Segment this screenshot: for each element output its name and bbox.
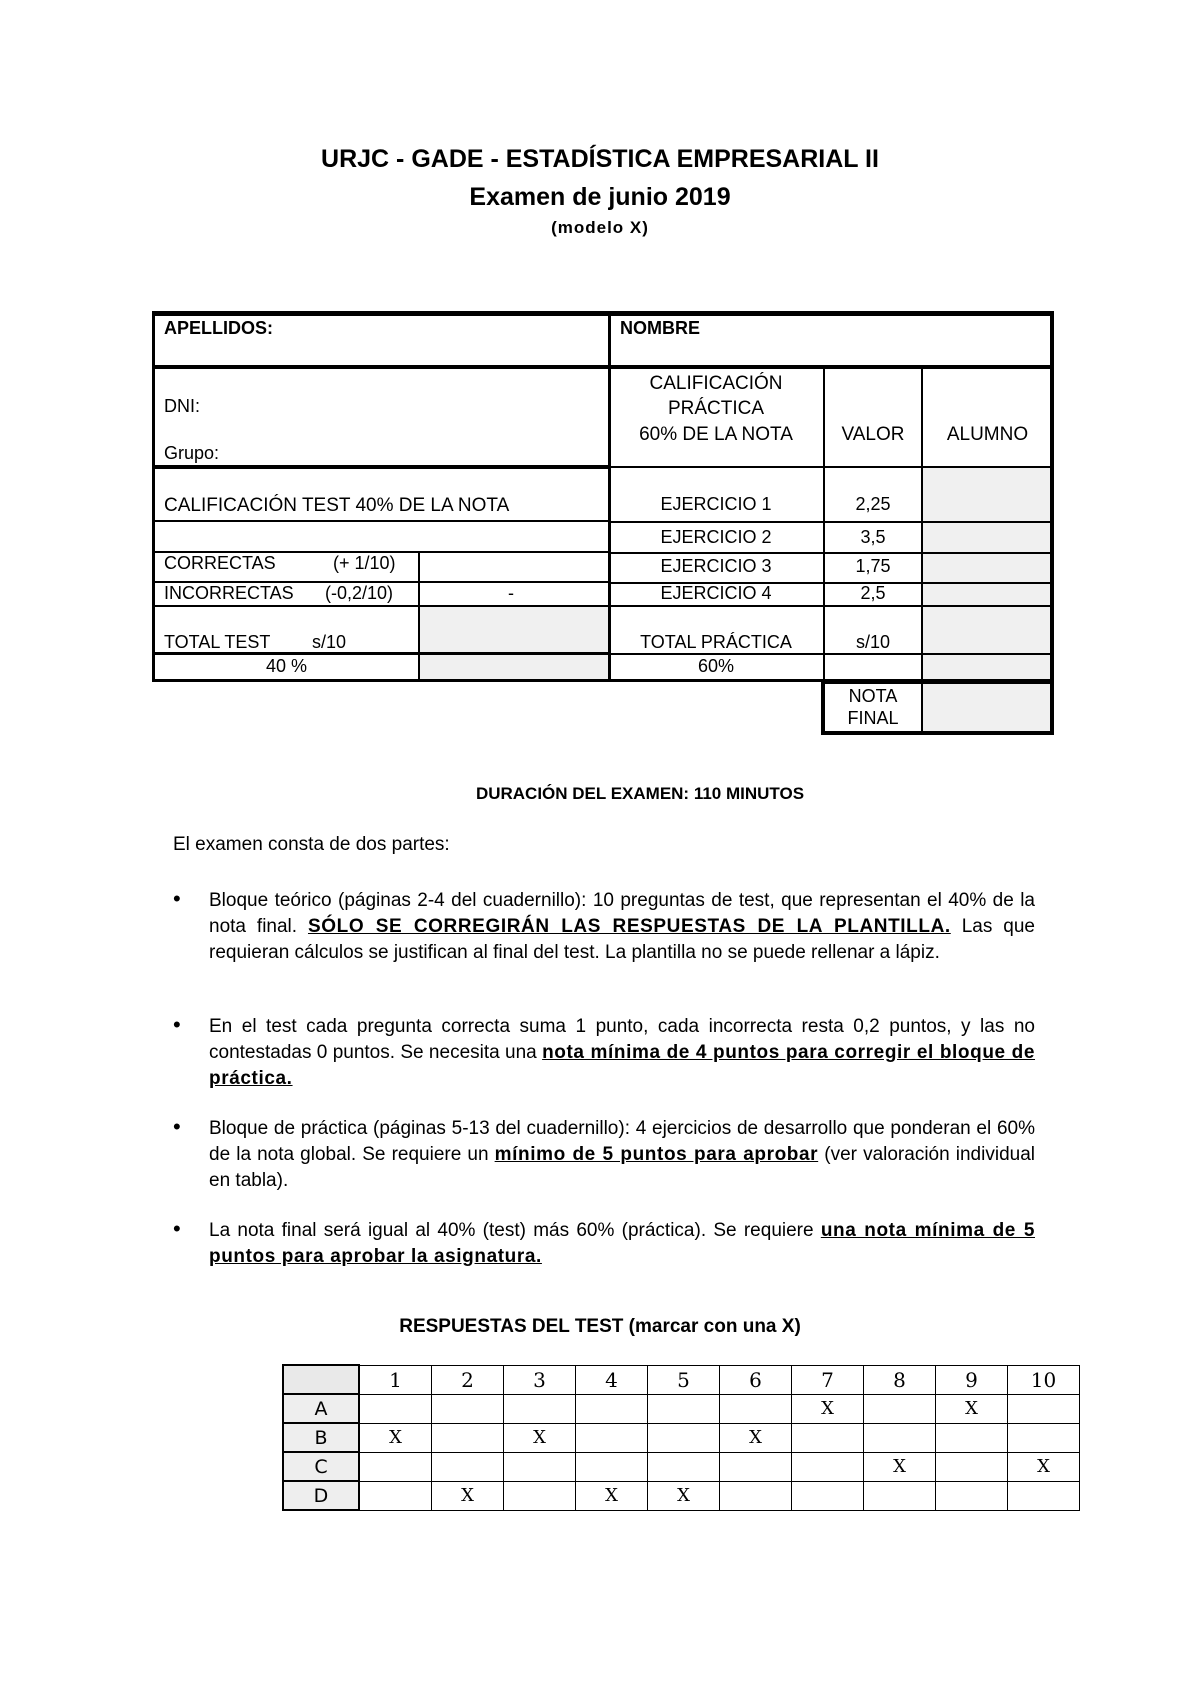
answer-row-a — [283, 1394, 1080, 1423]
answer-cell[interactable] — [504, 1394, 576, 1423]
answer-cell[interactable] — [576, 1394, 648, 1423]
calif-practica-2: PRÁCTICA — [667, 398, 765, 419]
emphasis-nota-minima-4: nota mínima de 4 puntos para corregir el bloque de práctica. — [209, 1042, 1036, 1089]
exam-model: (modelo X) — [551, 218, 649, 237]
pct-test: 40 % — [265, 656, 308, 676]
ejercicio-3-label: EJERCICIO 3 — [660, 556, 772, 576]
answer-cell[interactable] — [936, 1452, 1008, 1481]
column-header: 9 — [936, 1365, 1008, 1394]
answer-row-d — [283, 1481, 1080, 1510]
calif-practica-3: 60% DE LA NOTA — [639, 424, 793, 445]
answer-cell[interactable] — [1008, 1394, 1080, 1423]
row-header: A — [283, 1394, 359, 1423]
bullet-paragraph-3: Bloque de práctica (páginas 5-13 del cuadernillo): 4 ejercicios de desarrollo que ponderan el 60% de la nota global. Se requiere un mínimo de 5 puntos para aprobar (ver valoración individual en tabla). — [209, 1118, 1035, 1191]
answer-cell[interactable] — [792, 1423, 864, 1452]
total-practica-scale: s/10 — [855, 632, 891, 652]
column-header: 6 — [720, 1365, 792, 1394]
answer-cell[interactable]: X — [576, 1481, 648, 1510]
answer-cell[interactable]: X — [504, 1423, 576, 1452]
row-header: D — [283, 1481, 359, 1510]
answer-cell[interactable] — [432, 1452, 504, 1481]
answer-cell[interactable] — [359, 1394, 432, 1423]
column-header: 5 — [648, 1365, 720, 1394]
column-header: 3 — [504, 1365, 576, 1394]
answer-cell[interactable] — [864, 1394, 936, 1423]
answer-cell[interactable]: X — [864, 1452, 936, 1481]
answer-cell[interactable] — [792, 1481, 864, 1510]
bullet-icon: • — [173, 886, 181, 911]
answer-cell[interactable] — [432, 1423, 504, 1452]
total-test-label: TOTAL TEST — [164, 632, 271, 652]
answer-cell[interactable] — [504, 1452, 576, 1481]
grid-corner — [283, 1365, 359, 1394]
column-header: 8 — [864, 1365, 936, 1394]
answer-cell[interactable]: X — [432, 1481, 504, 1510]
answer-cell[interactable] — [359, 1452, 432, 1481]
answer-cell[interactable] — [576, 1423, 648, 1452]
bullet-icon: • — [173, 1114, 181, 1139]
column-header: 4 — [576, 1365, 648, 1394]
answer-cell[interactable] — [864, 1423, 936, 1452]
emphasis-plantilla: SÓLO SE CORREGIRÁN LAS RESPUESTAS DE LA PLANTILLA. — [307, 916, 951, 937]
row-header: C — [283, 1452, 359, 1481]
ejercicio-2-valor: 3,5 — [860, 527, 886, 547]
column-header: 7 — [792, 1365, 864, 1394]
bullet-paragraph-2: En el test cada pregunta correcta suma 1 punto, cada incorrecta resta 0,2 puntos, y las no contestadas 0 puntos. Se necesita una nota mínima de 4 puntos para corregir el bloque de práctica. — [209, 1016, 1036, 1089]
ejercicio-4-label: EJERCICIO 4 — [660, 583, 772, 603]
column-header: 1 — [359, 1365, 432, 1394]
answer-cell[interactable] — [359, 1481, 432, 1510]
answer-cell[interactable]: X — [648, 1481, 720, 1510]
emphasis-aprobar-asignatura: una nota mínima de 5 puntos para aprobar la asignatura. — [209, 1220, 1035, 1267]
answer-cell[interactable] — [504, 1481, 576, 1510]
answers-title: RESPUESTAS DEL TEST (marcar con una X) — [399, 1316, 801, 1337]
answer-cell[interactable]: X — [720, 1423, 792, 1452]
answer-cell[interactable] — [720, 1452, 792, 1481]
exam-duration: DURACIÓN DEL EXAMEN: 110 MINUTOS — [475, 784, 805, 803]
row-header: B — [283, 1423, 359, 1452]
bullet-paragraph-1: Bloque teórico (páginas 2-4 del cuadernillo): 10 preguntas de test, que representan el 40% de la nota final. SÓLO SE CORREGIRÁN LAS RESPUESTAS DE LA PLANTILLA. Las que requieran cálculos se justifican al final del test. La plantilla no se puede rellenar a lápiz. — [209, 890, 1035, 963]
ejercicio-4-valor: 2,5 — [860, 583, 886, 603]
answer-cell[interactable] — [936, 1481, 1008, 1510]
nombre-label: NOMBRE — [620, 318, 700, 338]
emphasis-minimo-5: mínimo de 5 puntos para aprobar — [494, 1144, 819, 1165]
answer-cell[interactable] — [648, 1423, 720, 1452]
answer-cell[interactable] — [432, 1394, 504, 1423]
ejercicio-1-valor: 2,25 — [855, 494, 891, 514]
incorrectas-dash: - — [508, 583, 514, 603]
ejercicio-3-valor: 1,75 — [855, 556, 891, 576]
total-practica-label: TOTAL PRÁCTICA — [640, 632, 792, 652]
dni-label: DNI: — [164, 396, 200, 416]
answer-cell[interactable]: X — [359, 1423, 432, 1452]
bullet-icon: • — [173, 1216, 181, 1241]
answer-cell[interactable]: X — [936, 1394, 1008, 1423]
ejercicio-1-label: EJERCICIO 1 — [660, 494, 772, 514]
answer-cell[interactable] — [720, 1394, 792, 1423]
pct-practica: 60% — [697, 656, 735, 676]
answer-cell[interactable] — [1008, 1423, 1080, 1452]
answer-cell[interactable] — [1008, 1481, 1080, 1510]
apellidos-label: APELLIDOS: — [164, 318, 274, 338]
answer-cell[interactable] — [792, 1452, 864, 1481]
answer-row-b — [283, 1423, 1080, 1452]
answer-cell[interactable]: X — [1008, 1452, 1080, 1481]
answer-cell[interactable] — [864, 1481, 936, 1510]
column-header: 10 — [1008, 1365, 1080, 1394]
column-header: 2 — [432, 1365, 504, 1394]
calif-test-label: CALIFICACIÓN TEST 40% DE LA NOTA — [164, 495, 510, 516]
intro-text: El examen consta de dos partes: — [173, 834, 450, 855]
answer-cell[interactable]: X — [792, 1394, 864, 1423]
grupo-label: Grupo: — [164, 443, 220, 463]
answer-cell[interactable] — [576, 1452, 648, 1481]
correctas-value: (+ 1/10) — [333, 553, 396, 573]
answer-cell[interactable] — [648, 1394, 720, 1423]
valor-header: VALOR — [841, 424, 905, 445]
answer-cell[interactable] — [720, 1481, 792, 1510]
bullet-icon: • — [173, 1012, 181, 1037]
total-test-scale: s/10 — [312, 632, 347, 652]
alumno-header: ALUMNO — [946, 424, 1029, 445]
nota-final-1: NOTA — [848, 686, 898, 706]
bullet-paragraph-4: La nota final será igual al 40% (test) más 60% (práctica). Se requiere una nota mínima de 5 puntos para aprobar la asignatura. — [209, 1220, 1035, 1267]
incorrectas-value: (-0,2/10) — [325, 583, 394, 603]
exam-title: URJC - GADE - ESTADÍSTICA EMPRESARIAL II — [321, 145, 879, 173]
calif-practica-1: CALIFICACIÓN — [649, 373, 783, 394]
correctas-label: CORRECTAS — [164, 553, 276, 573]
answers-grid — [282, 1364, 1080, 1511]
answer-cell[interactable] — [648, 1452, 720, 1481]
nota-final-2: FINAL — [847, 708, 899, 728]
answer-cell[interactable] — [936, 1423, 1008, 1452]
incorrectas-label: INCORRECTAS — [164, 583, 294, 603]
ejercicio-2-label: EJERCICIO 2 — [660, 527, 772, 547]
exam-subtitle: Examen de junio 2019 — [469, 183, 731, 211]
answer-row-c — [283, 1452, 1080, 1481]
